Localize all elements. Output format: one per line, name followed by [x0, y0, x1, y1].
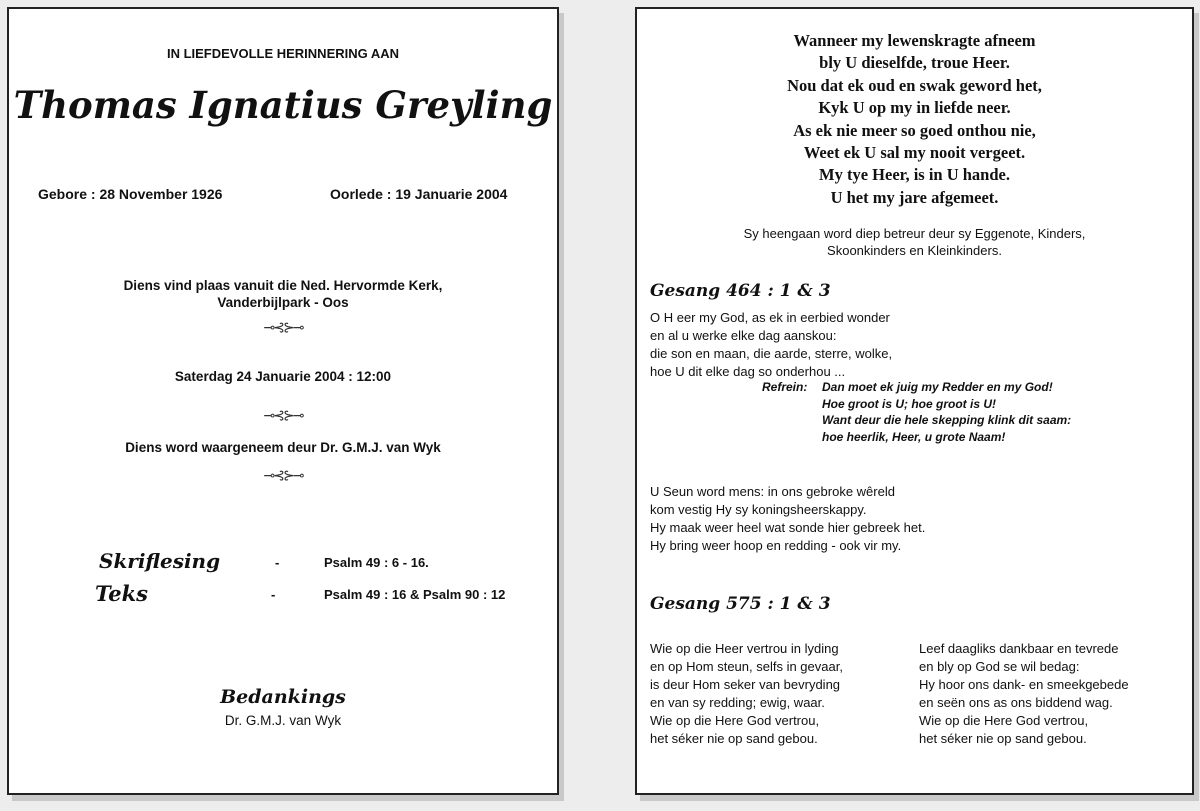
verse-line: Hy bring weer hoop en redding - ook vir my. — [650, 538, 902, 553]
hymn2-verse3 — [919, 640, 1129, 748]
poem — [637, 30, 1192, 209]
verse-line: Wie op die Here God vertrou, — [919, 713, 1089, 728]
verse-line: Hy hoor ons dank- en smeekgebede — [919, 677, 1129, 692]
ornament-divider: ⊸⊰⊱⊸ — [263, 407, 303, 423]
mourning-line2: Skoonkinders en Kleinkinders. — [827, 243, 1002, 258]
thanks-label: Bedankings — [220, 686, 346, 708]
refrain-line: hoe heerlik, Heer, u grote Naam! — [822, 429, 1006, 444]
thanks-name: Dr. G.M.J. van Wyk — [224, 713, 342, 728]
ornament-divider: ⊸⊰⊱⊸ — [263, 319, 303, 335]
verse-line: en op Hom steun, selfs in gevaar, — [650, 659, 843, 674]
birth-date: Gebore : 28 November 1926 — [38, 186, 223, 202]
refrain-line: Want deur die hele skepping klink dit saam: — [822, 413, 1072, 427]
reading-value: Psalm 49 : 6 - 16. — [324, 555, 429, 570]
memorial-heading: IN LIEFDEVOLLE HERINNERING AAN — [166, 46, 400, 61]
poem-line: Kyk U op my in liefde neer. — [818, 98, 1011, 118]
hymn2-verse1 — [650, 640, 843, 748]
verse-line: het séker nie op sand gebou. — [919, 731, 1087, 746]
verse-line: en bly op God se wil bedag: — [919, 659, 1080, 674]
poem-line: Nou dat ek oud en swak geword het, — [787, 75, 1042, 95]
verse-line: Leef daagliks dankbaar en tevrede — [919, 641, 1119, 656]
deceased-name: Thomas Ignatius Greyling — [13, 83, 553, 127]
reading-dash: - — [275, 555, 280, 570]
hymn1-title: Gesang 464 : 1 & 3 — [650, 281, 831, 301]
text-label: Teks — [95, 581, 148, 606]
verse-line: die son en maan, die aarde, sterre, wolke, — [650, 346, 893, 361]
service-location-line1: Diens vind plaas vanuit die Ned. Hervormde Kerk, — [123, 278, 443, 293]
refrain — [822, 379, 1071, 445]
poem-line: Weet ek U sal my nooit vergeet. — [803, 143, 1026, 163]
verse-line: Wie op die Here God vertrou, — [650, 713, 820, 728]
hymn1-verse1 — [650, 309, 892, 381]
poem-line: Wanneer my lewenskragte afneem — [793, 31, 1036, 50]
right-page — [635, 7, 1194, 795]
left-page — [7, 7, 559, 795]
verse-line: is deur Hom seker van bevryding — [650, 677, 841, 692]
ornament-divider: ⊸⊰⊱⊸ — [263, 467, 303, 483]
service-datetime: Saterdag 24 Januarie 2004 : 12:00 — [174, 369, 392, 384]
verse-line: hoe U dit elke dag so onderhou ... — [650, 364, 846, 379]
verse-line: Hy maak weer heel wat sonde hier gebreek het. — [650, 520, 926, 535]
verse-line: en seën ons as ons biddend wag. — [919, 695, 1113, 710]
verse-line: en al u werke elke dag aanskou: — [650, 328, 837, 343]
hymn2-title: Gesang 575 : 1 & 3 — [650, 594, 831, 614]
refrain-label: Refrein: — [762, 380, 808, 394]
officiant: Diens word waargeneem deur Dr. G.M.J. van Wyk — [125, 440, 441, 455]
poem-line: U het my jare afgemeet. — [830, 187, 999, 207]
death-date: Oorlede : 19 Januarie 2004 — [330, 186, 508, 202]
mourning-line1: Sy heengaan word diep betreur deur sy Eggenote, Kinders, — [743, 226, 1086, 241]
refrain-line: Dan moet ek juig my Redder en my God! — [822, 380, 1053, 394]
verse-line: kom vestig Hy sy koningsheerskappy. — [650, 502, 867, 517]
refrain-line: Hoe groot is U; hoe groot is U! — [822, 396, 996, 411]
verse-line: en van sy redding; ewig, waar. — [650, 695, 825, 710]
service-location-line2: Vanderbijlpark - Oos — [217, 295, 349, 310]
reading-label: Skriflesing — [99, 549, 221, 573]
verse-line: het séker nie op sand gebou. — [650, 731, 818, 746]
poem-line: My tye Heer, is in U hande. — [819, 165, 1010, 185]
verse-line: Wie op die Heer vertrou in lyding — [650, 641, 839, 656]
verse-line: U Seun word mens: in ons gebroke wêreld — [650, 484, 895, 499]
verse-line: O H eer my God, as ek in eerbied wonder — [650, 310, 890, 325]
hymn1-verse3 — [650, 483, 925, 555]
poem-line: bly U dieselfde, troue Heer. — [819, 53, 1010, 73]
text-dash: - — [271, 587, 276, 602]
poem-line: As ek nie meer so goed onthou nie, — [793, 120, 1036, 140]
text-value: Psalm 49 : 16 & Psalm 90 : 12 — [324, 587, 506, 602]
